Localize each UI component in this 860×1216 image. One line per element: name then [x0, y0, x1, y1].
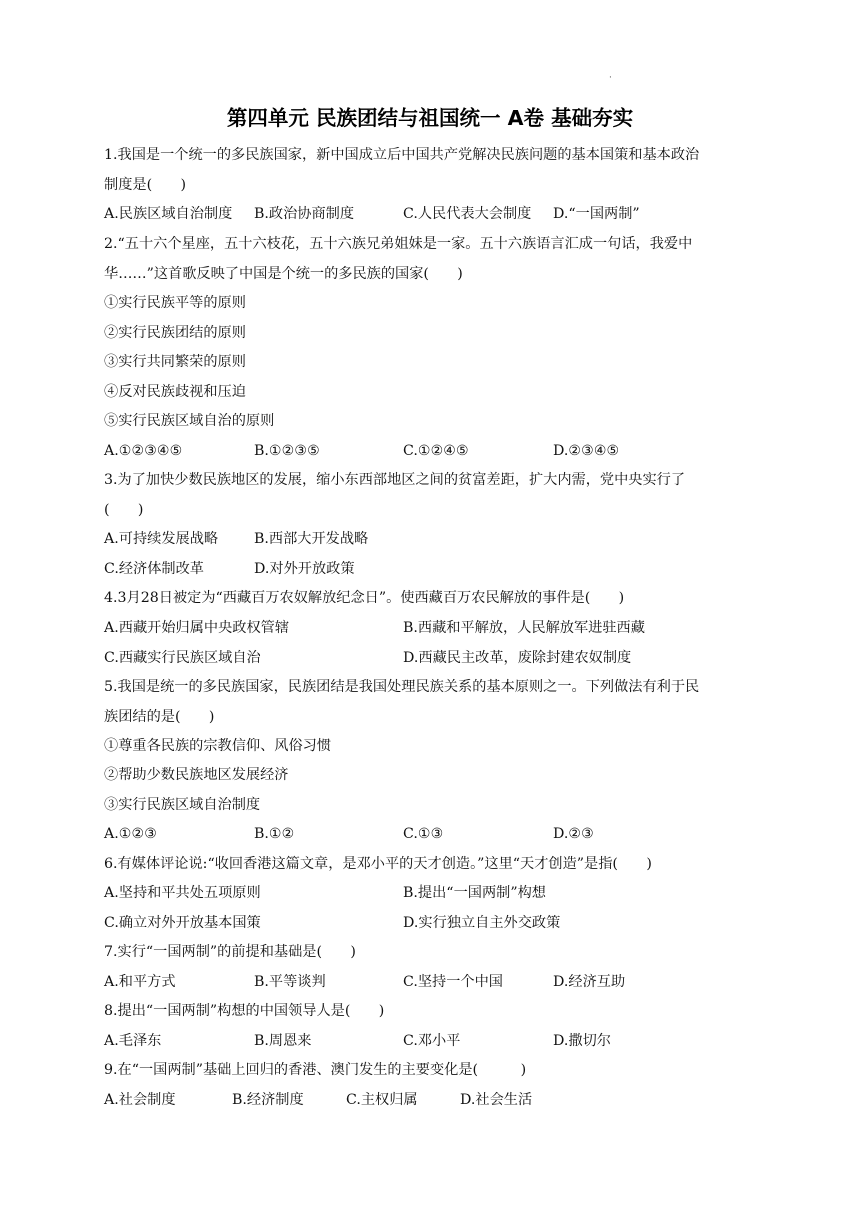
question-6-option-b[interactable]: B.提出“一国两制”构想	[403, 885, 546, 901]
question-1-stem-line-2: 制度是( )	[104, 177, 187, 193]
question-2-statement-2: ②实行民族团结的原则	[104, 325, 246, 341]
question-2-option-b[interactable]: B.①②③⑤	[254, 443, 320, 459]
question-8-option-c[interactable]: C.邓小平	[403, 1033, 461, 1049]
question-8-option-a[interactable]: A.毛泽东	[104, 1033, 162, 1049]
question-3-stem-line-2: ( )	[104, 502, 144, 518]
question-5-statement-3: ③实行民族区域自治制度	[104, 797, 261, 813]
question-1-option-c[interactable]: C.人民代表大会制度	[403, 206, 532, 222]
question-2-statement-1: ①实行民族平等的原则	[104, 295, 246, 311]
question-2-stem-line-1: 2.“五十六个星座，五十六枝花，五十六族兄弟姐妹是一家。五十六族语言汇成一句话，我爱中	[104, 236, 693, 252]
question-9-stem-line-1: 9.在“一国两制”基础上回归的香港、澳门发生的主要变化是( )	[104, 1062, 527, 1078]
question-7-option-b[interactable]: B.平等谈判	[254, 974, 326, 990]
question-9-option-a[interactable]: A.社会制度	[104, 1092, 176, 1108]
question-4-stem-line-1: 4.3月28日被定为“西藏百万农奴解放纪念日”。使西藏百万农民解放的事件是( )	[104, 590, 625, 606]
question-8-option-b[interactable]: B.周恩来	[254, 1033, 312, 1049]
question-7-option-a[interactable]: A.和平方式	[104, 974, 176, 990]
question-5-option-c[interactable]: C.①③	[403, 826, 444, 842]
question-6-option-a[interactable]: A.坚持和平共处五项原则	[104, 885, 261, 901]
question-6-option-d[interactable]: D.实行独立自主外交政策	[403, 915, 561, 931]
question-5-stem-line-1: 5.我国是统一的多民族国家，民族团结是我国处理民族关系的基本原则之一。下列做法有利于民	[104, 679, 700, 695]
question-3-option-b[interactable]: B.西部大开发战略	[254, 531, 369, 547]
question-2-statement-4: ④反对民族歧视和压迫	[104, 384, 246, 400]
question-4-option-b[interactable]: B.西藏和平解放，人民解放军进驻西藏	[403, 620, 645, 636]
question-3-stem-line-1: 3.为了加快少数民族地区的发展，缩小东西部地区之间的贫富差距，扩大内需，党中央实行了	[104, 472, 686, 488]
question-4-option-a[interactable]: A.西藏开始归属中央政权管辖	[104, 620, 290, 636]
question-2-stem-line-2: 华……”这首歌反映了中国是个统一的多民族的国家( )	[104, 266, 463, 282]
question-1-stem-line-1: 1.我国是一个统一的多民族国家，新中国成立后中国共产党解决民族问题的基本国策和基本政治	[104, 147, 700, 163]
page-title: 第四单元 民族团结与祖国统一 A卷 基础夯实	[226, 106, 634, 130]
question-5-stem-line-2: 族团结的是( )	[104, 709, 215, 725]
question-2-statement-5: ⑤实行民族区域自治的原则	[104, 413, 275, 429]
question-7-stem-line-1: 7.实行“一国两制”的前提和基础是( )	[104, 944, 356, 960]
question-3-option-d[interactable]: D.对外开放政策	[254, 561, 355, 577]
question-9-option-c[interactable]: C.主权归属	[346, 1092, 418, 1108]
question-2-option-c[interactable]: C.①②④⑤	[403, 443, 469, 459]
question-9-option-b[interactable]: B.经济制度	[232, 1092, 304, 1108]
question-8-option-d[interactable]: D.撒切尔	[553, 1033, 611, 1049]
question-5-option-d[interactable]: D.②③	[553, 826, 594, 842]
question-7-option-c[interactable]: C.坚持一个中国	[403, 974, 503, 990]
question-3-option-a[interactable]: A.可持续发展战略	[104, 531, 219, 547]
question-5-statement-1: ①尊重各民族的宗教信仰、风俗习惯	[104, 738, 332, 754]
question-2-option-a[interactable]: A.①②③④⑤	[104, 443, 183, 459]
question-8-stem-line-1: 8.提出“一国两制”构想的中国领导人是( )	[104, 1003, 385, 1019]
question-6-option-c[interactable]: C.确立对外开放基本国策	[104, 915, 261, 931]
question-1-option-b[interactable]: B.政治协商制度	[254, 206, 355, 222]
question-1-option-d[interactable]: D.“一国两制”	[553, 206, 640, 222]
question-7-option-d[interactable]: D.经济互助	[553, 974, 626, 990]
question-9-option-d[interactable]: D.社会生活	[460, 1092, 533, 1108]
question-4-option-c[interactable]: C.西藏实行民族区域自治	[104, 650, 261, 666]
page-marker-dot: ·	[609, 73, 612, 83]
question-2-option-d[interactable]: D.②③④⑤	[553, 443, 620, 459]
question-5-option-b[interactable]: B.①②	[254, 826, 295, 842]
question-4-option-d[interactable]: D.西藏民主改革，废除封建农奴制度	[403, 650, 632, 666]
question-6-stem-line-1: 6.有媒体评论说:“收回香港这篇文章，是邓小平的天才创造。”这里“天才创造”是指( )	[104, 856, 652, 872]
question-5-option-a[interactable]: A.①②③	[104, 826, 157, 842]
question-2-statement-3: ③实行共同繁荣的原则	[104, 354, 246, 370]
question-1-option-a[interactable]: A.民族区域自治制度	[104, 206, 233, 222]
question-3-option-c[interactable]: C.经济体制改革	[104, 561, 204, 577]
question-5-statement-2: ②帮助少数民族地区发展经济	[104, 767, 289, 783]
